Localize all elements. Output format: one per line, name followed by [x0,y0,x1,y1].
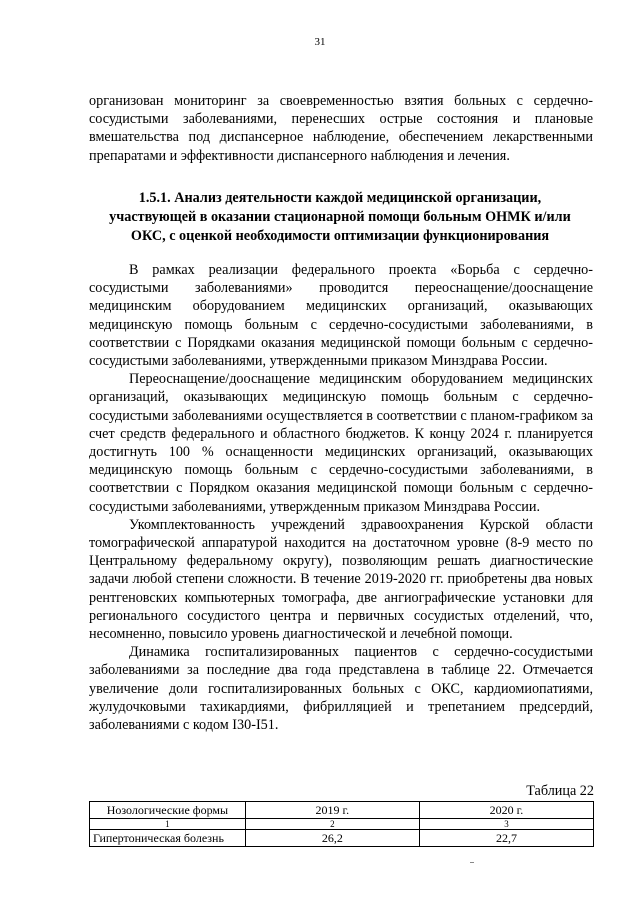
section-paragraph-3: Укомплектованность учреждений здравоохранения Курской области томографической аппаратурой находится на достаточном уровне (8-9 место по Центральному федеральному округу), позволяющим решать диагностические задачи любой степени сложности. В течение 2019-2020 гг. приобретены два новых рентгеновских компьютерных томографа, две ангиографические установки для регионального сосудистого центра и первичных сосудистых отделений, что, несомненно, повысило уровень диагностической и лечебной помощи. [89,516,593,643]
table-cell-2020: 22,7 [419,830,593,847]
table-row [90,830,594,847]
table-column-number: 1 [90,819,246,830]
section-heading: 1.5.1. Анализ деятельности каждой медицинской организации, участвующей в оказании стационарной помощи больным ОНМК и/или ОКС, с оценкой необходимости оптимизации функционирования [109,190,571,244]
intro-text-block [89,92,593,165]
table-cell-2019: 26,2 [245,830,419,847]
scan-artifact [470,862,474,863]
table-header-cell: 2020 г. [419,802,593,819]
table-caption: Таблица 22 [526,783,594,799]
section-paragraph-4: Динамика госпитализированных пациентов с сердечно-сосудистыми заболеваниями за последние два года представлена в таблице 22. Отмечается увеличение доли госпитализированных больных с ОКС, кардиомиопатиями, жулудочковыми тахикардиями, фибрилляцией и трепетанием предсердий, заболеваниями с кодом I30-I51. [89,644,593,734]
table-column-number-row [90,819,594,830]
page-number: 31 [314,36,326,48]
section-paragraph-1: В рамках реализации федерального проекта «Борьба с сердечно-сосудистыми заболеваниями» проводится переоснащение/дооснащение медицинским оборудованием медицинских организаций, оказывающих медицинскую помощь больным с сердечно-сосудистыми заболеваниями, в соответствии с Порядками оказания медицинской помощи больным с сердечно-сосудистыми заболеваниями, утвержденными приказом Минздрава России. [89,262,593,370]
table-row-label: Гипертоническая болезнь [90,830,246,847]
table-header-cell: 2019 г. [245,802,419,819]
table-column-number: 2 [245,819,419,830]
table-column-number: 3 [419,819,593,830]
table-header-row [90,802,594,819]
data-table [89,801,594,847]
intro-paragraph: организован мониторинг за своевременностью взятия больных с сердечно-сосудистыми заболеваниями, перенесших острые состояния и плановые вмешательства под диспансерное наблюдение, обеспечением лекарственными препаратами и эффективности диспансерного наблюдения и лечения. [89,93,593,164]
section-body [89,261,593,734]
table-header-cell: Нозологические формы [90,802,246,819]
section-paragraph-2: Переоснащение/дооснащение медицинским оборудованием медицинских организаций, оказывающих медицинскую помощь больным с сердечно-сосудистыми заболеваниями осуществляется в соответствии с планом-графиком за счет средств федерального и областного бюджетов. К концу 2024 г. планируется достигнуть 100 % оснащенности медицинских организаций, оказывающих медицинскую помощь больным с сердечно-сосудистыми заболеваниями, в соответствии с Порядком оказания медицинской помощи больным с сердечно-сосудистыми заболеваниями, утвержденным приказом Минздрава России. [89,371,593,515]
